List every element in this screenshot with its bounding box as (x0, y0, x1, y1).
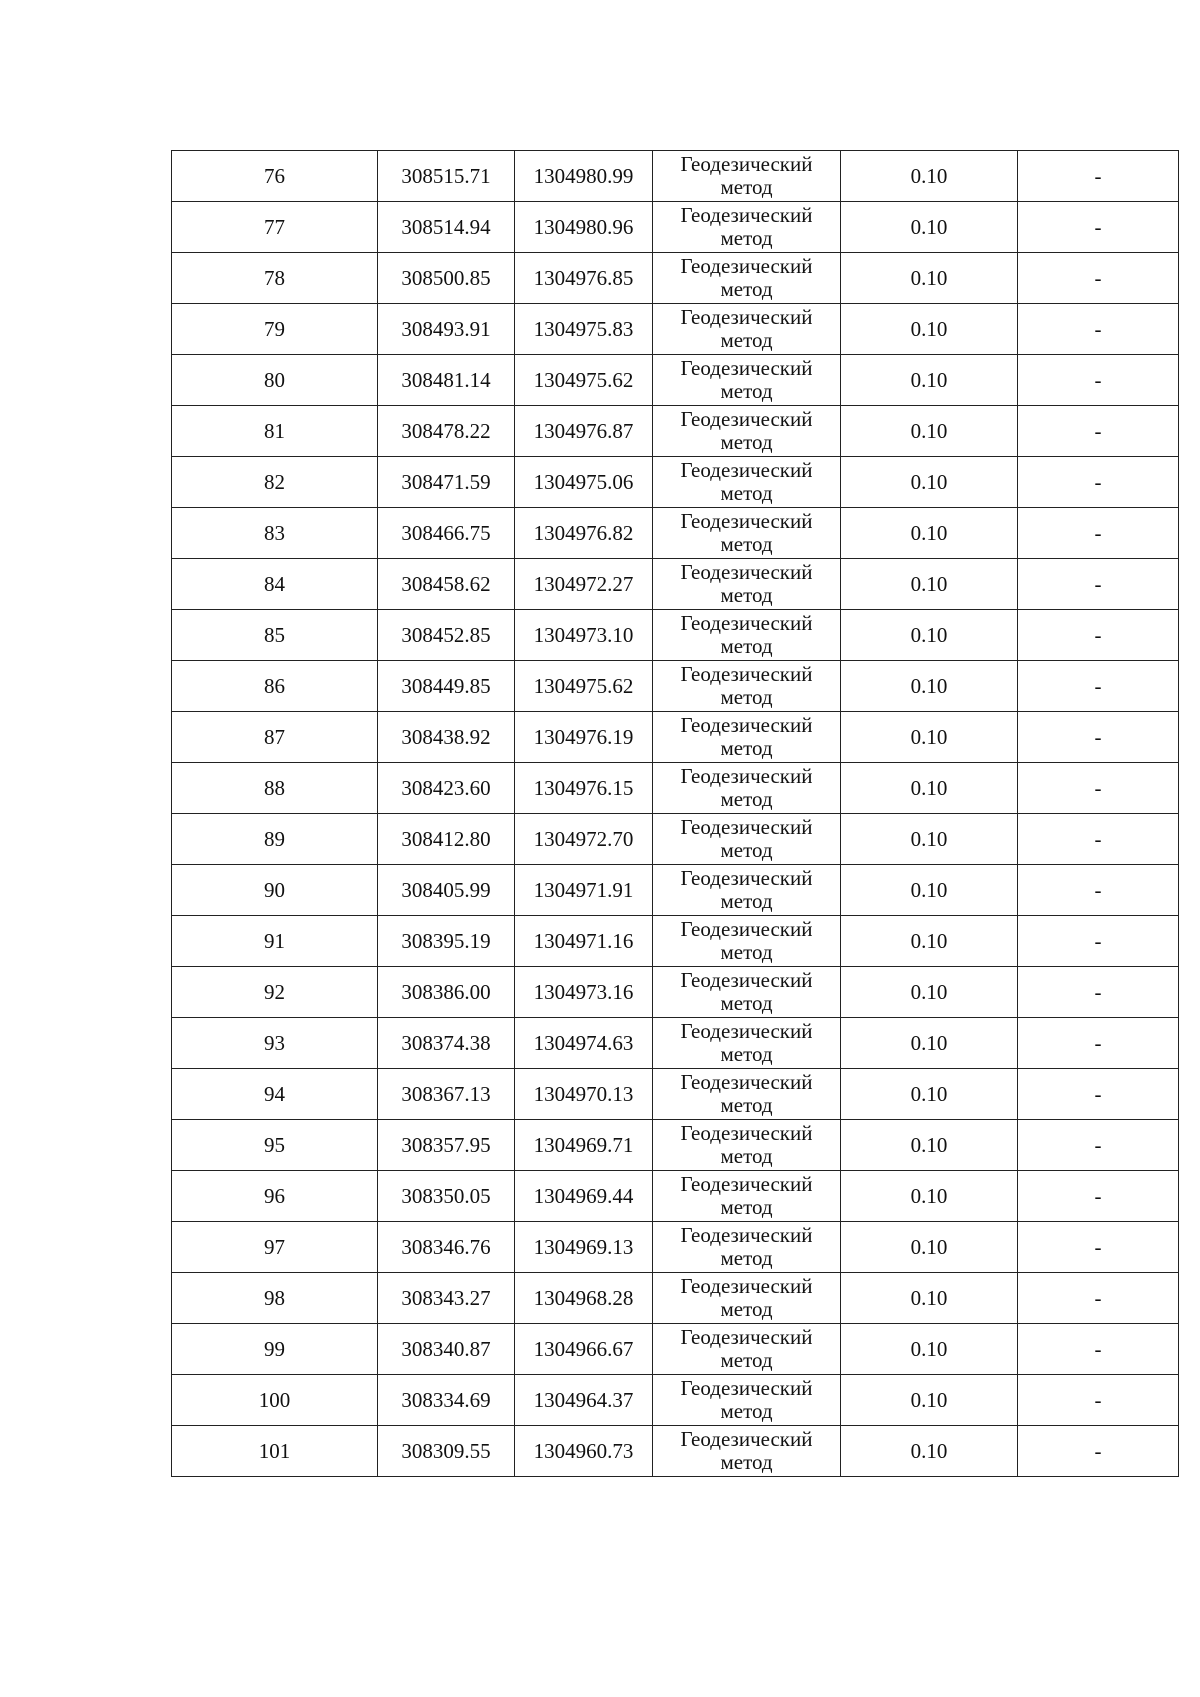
accuracy-cell: 0.10 (841, 814, 1018, 865)
accuracy-cell: 0.10 (841, 763, 1018, 814)
x-coordinate-cell: 308514.94 (378, 202, 515, 253)
point-number-cell: 94 (172, 1069, 378, 1120)
y-coordinate-cell: 1304964.37 (515, 1375, 653, 1426)
note-cell: - (1018, 610, 1179, 661)
point-number-cell: 95 (172, 1120, 378, 1171)
table-row (172, 1222, 1179, 1273)
table-row (172, 253, 1179, 304)
point-number-cell: 93 (172, 1018, 378, 1069)
table-row (172, 661, 1179, 712)
point-number-cell: 91 (172, 916, 378, 967)
note-cell: - (1018, 1273, 1179, 1324)
x-coordinate-cell: 308449.85 (378, 661, 515, 712)
accuracy-cell: 0.10 (841, 1273, 1018, 1324)
method-cell: Геодезический метод (653, 967, 841, 1018)
point-number-cell: 80 (172, 355, 378, 406)
point-number-cell: 81 (172, 406, 378, 457)
table-row (172, 1171, 1179, 1222)
note-cell: - (1018, 253, 1179, 304)
note-cell: - (1018, 1426, 1179, 1477)
y-coordinate-cell: 1304976.82 (515, 508, 653, 559)
accuracy-cell: 0.10 (841, 865, 1018, 916)
note-cell: - (1018, 1069, 1179, 1120)
x-coordinate-cell: 308412.80 (378, 814, 515, 865)
accuracy-cell: 0.10 (841, 457, 1018, 508)
y-coordinate-cell: 1304976.85 (515, 253, 653, 304)
table-row (172, 355, 1179, 406)
x-coordinate-cell: 308340.87 (378, 1324, 515, 1375)
table-row (172, 508, 1179, 559)
y-coordinate-cell: 1304972.27 (515, 559, 653, 610)
note-cell: - (1018, 1375, 1179, 1426)
point-number-cell: 89 (172, 814, 378, 865)
point-number-cell: 86 (172, 661, 378, 712)
x-coordinate-cell: 308346.76 (378, 1222, 515, 1273)
x-coordinate-cell: 308515.71 (378, 151, 515, 202)
y-coordinate-cell: 1304975.62 (515, 355, 653, 406)
x-coordinate-cell: 308478.22 (378, 406, 515, 457)
accuracy-cell: 0.10 (841, 406, 1018, 457)
note-cell: - (1018, 202, 1179, 253)
point-number-cell: 90 (172, 865, 378, 916)
point-number-cell: 78 (172, 253, 378, 304)
note-cell: - (1018, 967, 1179, 1018)
method-cell: Геодезический метод (653, 1426, 841, 1477)
accuracy-cell: 0.10 (841, 1120, 1018, 1171)
accuracy-cell: 0.10 (841, 151, 1018, 202)
point-number-cell: 82 (172, 457, 378, 508)
table-row (172, 1120, 1179, 1171)
accuracy-cell: 0.10 (841, 253, 1018, 304)
note-cell: - (1018, 1324, 1179, 1375)
table-row (172, 865, 1179, 916)
y-coordinate-cell: 1304968.28 (515, 1273, 653, 1324)
method-cell: Геодезический метод (653, 661, 841, 712)
x-coordinate-cell: 308438.92 (378, 712, 515, 763)
note-cell: - (1018, 508, 1179, 559)
point-number-cell: 83 (172, 508, 378, 559)
accuracy-cell: 0.10 (841, 916, 1018, 967)
point-number-cell: 88 (172, 763, 378, 814)
accuracy-cell: 0.10 (841, 559, 1018, 610)
accuracy-cell: 0.10 (841, 304, 1018, 355)
accuracy-cell: 0.10 (841, 355, 1018, 406)
method-cell: Геодезический метод (653, 304, 841, 355)
method-cell: Геодезический метод (653, 202, 841, 253)
x-coordinate-cell: 308357.95 (378, 1120, 515, 1171)
note-cell: - (1018, 151, 1179, 202)
table-row (172, 1375, 1179, 1426)
y-coordinate-cell: 1304973.10 (515, 610, 653, 661)
accuracy-cell: 0.10 (841, 1222, 1018, 1273)
accuracy-cell: 0.10 (841, 508, 1018, 559)
table-row (172, 763, 1179, 814)
point-number-cell: 97 (172, 1222, 378, 1273)
y-coordinate-cell: 1304975.62 (515, 661, 653, 712)
point-number-cell: 92 (172, 967, 378, 1018)
accuracy-cell: 0.10 (841, 1375, 1018, 1426)
x-coordinate-cell: 308367.13 (378, 1069, 515, 1120)
point-number-cell: 101 (172, 1426, 378, 1477)
y-coordinate-cell: 1304973.16 (515, 967, 653, 1018)
note-cell: - (1018, 661, 1179, 712)
method-cell: Геодезический метод (653, 559, 841, 610)
table-row (172, 202, 1179, 253)
table-row (172, 610, 1179, 661)
x-coordinate-cell: 308386.00 (378, 967, 515, 1018)
note-cell: - (1018, 1120, 1179, 1171)
accuracy-cell: 0.10 (841, 1426, 1018, 1477)
method-cell: Геодезический метод (653, 1324, 841, 1375)
y-coordinate-cell: 1304969.71 (515, 1120, 653, 1171)
table-row (172, 967, 1179, 1018)
method-cell: Геодезический метод (653, 610, 841, 661)
coordinates-table-body (172, 151, 1179, 1477)
x-coordinate-cell: 308309.55 (378, 1426, 515, 1477)
y-coordinate-cell: 1304971.91 (515, 865, 653, 916)
note-cell: - (1018, 304, 1179, 355)
note-cell: - (1018, 712, 1179, 763)
method-cell: Геодезический метод (653, 1375, 841, 1426)
table-row (172, 1069, 1179, 1120)
x-coordinate-cell: 308405.99 (378, 865, 515, 916)
method-cell: Геодезический метод (653, 355, 841, 406)
accuracy-cell: 0.10 (841, 1324, 1018, 1375)
table-row (172, 814, 1179, 865)
point-number-cell: 87 (172, 712, 378, 763)
y-coordinate-cell: 1304960.73 (515, 1426, 653, 1477)
note-cell: - (1018, 406, 1179, 457)
method-cell: Геодезический метод (653, 1018, 841, 1069)
note-cell: - (1018, 457, 1179, 508)
x-coordinate-cell: 308452.85 (378, 610, 515, 661)
x-coordinate-cell: 308423.60 (378, 763, 515, 814)
point-number-cell: 85 (172, 610, 378, 661)
note-cell: - (1018, 1018, 1179, 1069)
point-number-cell: 77 (172, 202, 378, 253)
table-row (172, 406, 1179, 457)
x-coordinate-cell: 308334.69 (378, 1375, 515, 1426)
accuracy-cell: 0.10 (841, 661, 1018, 712)
y-coordinate-cell: 1304975.06 (515, 457, 653, 508)
table-row (172, 559, 1179, 610)
y-coordinate-cell: 1304980.99 (515, 151, 653, 202)
y-coordinate-cell: 1304972.70 (515, 814, 653, 865)
method-cell: Геодезический метод (653, 1069, 841, 1120)
coordinates-table (171, 150, 1179, 1477)
method-cell: Геодезический метод (653, 865, 841, 916)
accuracy-cell: 0.10 (841, 1069, 1018, 1120)
accuracy-cell: 0.10 (841, 712, 1018, 763)
x-coordinate-cell: 308466.75 (378, 508, 515, 559)
method-cell: Геодезический метод (653, 814, 841, 865)
note-cell: - (1018, 763, 1179, 814)
y-coordinate-cell: 1304980.96 (515, 202, 653, 253)
note-cell: - (1018, 559, 1179, 610)
x-coordinate-cell: 308374.38 (378, 1018, 515, 1069)
accuracy-cell: 0.10 (841, 1018, 1018, 1069)
table-row (172, 457, 1179, 508)
accuracy-cell: 0.10 (841, 1171, 1018, 1222)
note-cell: - (1018, 814, 1179, 865)
x-coordinate-cell: 308350.05 (378, 1171, 515, 1222)
method-cell: Геодезический метод (653, 1222, 841, 1273)
note-cell: - (1018, 916, 1179, 967)
method-cell: Геодезический метод (653, 1273, 841, 1324)
method-cell: Геодезический метод (653, 1171, 841, 1222)
x-coordinate-cell: 308395.19 (378, 916, 515, 967)
note-cell: - (1018, 1171, 1179, 1222)
x-coordinate-cell: 308458.62 (378, 559, 515, 610)
point-number-cell: 100 (172, 1375, 378, 1426)
y-coordinate-cell: 1304976.15 (515, 763, 653, 814)
y-coordinate-cell: 1304970.13 (515, 1069, 653, 1120)
x-coordinate-cell: 308481.14 (378, 355, 515, 406)
y-coordinate-cell: 1304966.67 (515, 1324, 653, 1375)
table-row (172, 1018, 1179, 1069)
table-row (172, 916, 1179, 967)
note-cell: - (1018, 1222, 1179, 1273)
table-row (172, 1273, 1179, 1324)
method-cell: Геодезический метод (653, 916, 841, 967)
method-cell: Геодезический метод (653, 253, 841, 304)
point-number-cell: 96 (172, 1171, 378, 1222)
y-coordinate-cell: 1304971.16 (515, 916, 653, 967)
table-row (172, 1324, 1179, 1375)
y-coordinate-cell: 1304974.63 (515, 1018, 653, 1069)
y-coordinate-cell: 1304969.13 (515, 1222, 653, 1273)
table-row (172, 304, 1179, 355)
x-coordinate-cell: 308471.59 (378, 457, 515, 508)
y-coordinate-cell: 1304976.19 (515, 712, 653, 763)
table-row (172, 151, 1179, 202)
x-coordinate-cell: 308493.91 (378, 304, 515, 355)
method-cell: Геодезический метод (653, 457, 841, 508)
point-number-cell: 79 (172, 304, 378, 355)
method-cell: Геодезический метод (653, 151, 841, 202)
y-coordinate-cell: 1304975.83 (515, 304, 653, 355)
note-cell: - (1018, 355, 1179, 406)
accuracy-cell: 0.10 (841, 202, 1018, 253)
point-number-cell: 98 (172, 1273, 378, 1324)
accuracy-cell: 0.10 (841, 967, 1018, 1018)
point-number-cell: 76 (172, 151, 378, 202)
x-coordinate-cell: 308500.85 (378, 253, 515, 304)
point-number-cell: 84 (172, 559, 378, 610)
accuracy-cell: 0.10 (841, 610, 1018, 661)
table-row (172, 712, 1179, 763)
note-cell: - (1018, 865, 1179, 916)
method-cell: Геодезический метод (653, 712, 841, 763)
method-cell: Геодезический метод (653, 406, 841, 457)
method-cell: Геодезический метод (653, 763, 841, 814)
table-row (172, 1426, 1179, 1477)
y-coordinate-cell: 1304976.87 (515, 406, 653, 457)
method-cell: Геодезический метод (653, 508, 841, 559)
point-number-cell: 99 (172, 1324, 378, 1375)
method-cell: Геодезический метод (653, 1120, 841, 1171)
y-coordinate-cell: 1304969.44 (515, 1171, 653, 1222)
x-coordinate-cell: 308343.27 (378, 1273, 515, 1324)
